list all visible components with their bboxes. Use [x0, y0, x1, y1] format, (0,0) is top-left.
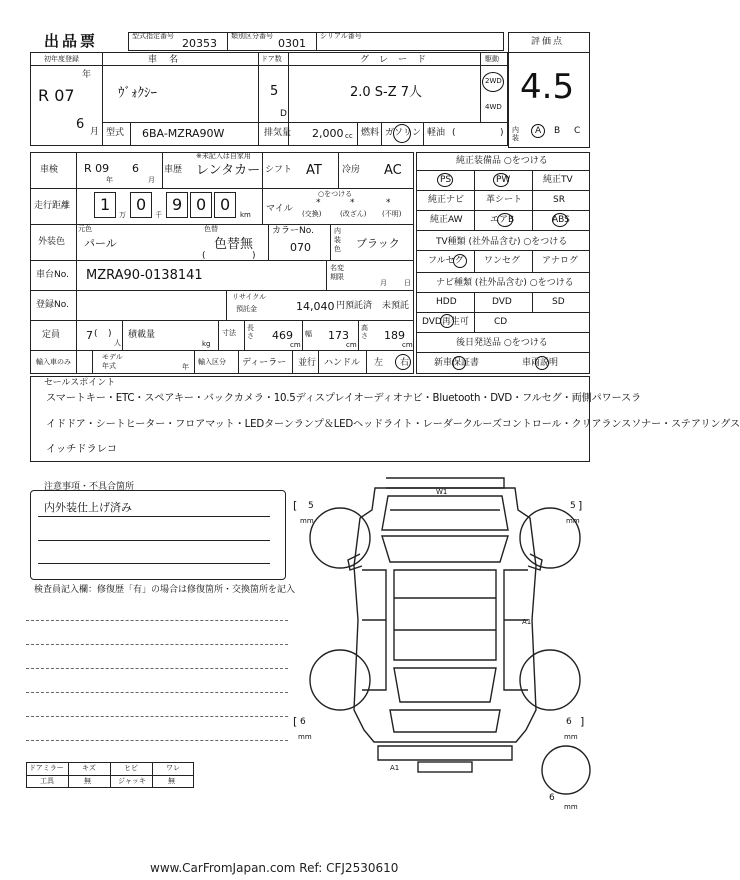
- color-no: 070: [290, 241, 311, 254]
- grade: 2.0 S-Z 7人: [350, 85, 423, 100]
- notes-title: 注意事項・不具合箇所: [44, 482, 135, 492]
- ac: AC: [384, 163, 402, 178]
- car-name-label: 車名: [148, 55, 191, 65]
- type-no: 20353: [182, 37, 217, 50]
- wheel-rear-right: [520, 650, 580, 710]
- ac-label: 冷房: [342, 165, 361, 175]
- form-title: 出品票: [44, 32, 99, 50]
- reg-year: R 07: [38, 86, 75, 105]
- class-no: 0301: [278, 37, 306, 50]
- reg-no-label: 登録No.: [36, 300, 69, 310]
- notes-line-1: 内外装仕上げ済み: [44, 501, 132, 514]
- drive-4wd: 4WD: [485, 103, 502, 111]
- doors: 5: [270, 84, 279, 99]
- model: 6BA-MZRA90W: [142, 127, 225, 140]
- equip-airbag: エアB: [490, 215, 515, 225]
- selling-point-line-3: イッチドラレコ: [46, 444, 118, 455]
- int-color: ブラック: [356, 237, 400, 250]
- inspection-year: R 09: [84, 162, 110, 175]
- equip-pw: PW: [496, 175, 511, 185]
- length: 469: [272, 329, 293, 342]
- handle-right: 右: [400, 358, 410, 368]
- navi-dvd-play: DVD再生可: [422, 317, 469, 327]
- reg-month: 6: [76, 117, 85, 132]
- later-warranty: 新車保証書: [434, 358, 480, 368]
- later-manual: 車両説明: [522, 358, 559, 368]
- mileage-digit-1: 1: [100, 195, 111, 214]
- equip-ps: PS: [440, 175, 452, 185]
- mileage-digit-3: 9: [172, 195, 183, 214]
- recycle-amount: 14,040: [296, 300, 335, 313]
- equip-abs: ABS: [552, 215, 570, 225]
- usage: レンタカー: [196, 163, 261, 178]
- selling-point-line-2: イドドア・シートヒーター・フロアマット・LEDターンランプ＆LEDヘッドライト・レーダークルーズコントロール・クリアランスソナー・ステアリングス: [46, 419, 740, 430]
- drive-label: 駆動: [485, 55, 499, 63]
- width: 173: [328, 329, 349, 342]
- tire-rr: 6: [566, 717, 572, 727]
- displacement-label: 排気量: [264, 128, 292, 138]
- interior-a: A: [535, 126, 542, 136]
- tire-fr: 5: [570, 501, 576, 511]
- grade-label: グレード: [360, 55, 437, 65]
- tire-fl: 5: [308, 501, 314, 511]
- score-label: 評価点: [531, 37, 565, 47]
- tv-fullseg: フルセグ: [428, 256, 464, 266]
- interior-label: 内装: [512, 126, 519, 142]
- selling-point-line-1: スマートキー・ETC・スペアキー・バックカメラ・10.5ディスプレイオーディオナビ・Bluetooth・DVD・フルセグ・両側パワースラ: [46, 393, 641, 404]
- model-label: 型式: [106, 128, 125, 138]
- import-label: 輸入車のみ: [36, 358, 71, 366]
- original-color: パール: [84, 237, 117, 250]
- inspection-month: 6: [132, 162, 139, 175]
- oil-label: 軽油: [427, 128, 446, 138]
- inspector-label: 検査員記入欄：修復歴「有」の場合は修復箇所・交換箇所を記入: [34, 585, 296, 595]
- mileage-label: 走行距離: [34, 201, 71, 211]
- displacement: 2,000: [312, 127, 344, 140]
- watermark: www.CarFromJapan.com Ref: CFJ2530610: [150, 861, 399, 875]
- fuel: ガソリン: [385, 128, 422, 138]
- car-name: ｳﾞｫｸｼｰ: [118, 86, 157, 101]
- fuel-label: 燃料: [361, 128, 380, 138]
- type-no-label: 型式指定番号: [132, 32, 174, 40]
- usage-label: 車歴: [164, 165, 183, 175]
- selling-points-label: セールスポイント: [44, 378, 116, 388]
- inspection-label: 車検: [40, 165, 59, 175]
- ext-color-label: 外装色: [38, 237, 66, 247]
- doors-label: ドア数: [261, 55, 282, 63]
- height: 189: [384, 329, 405, 342]
- mileage-digit-5: 0: [220, 195, 231, 214]
- handle-right-circle: [395, 354, 411, 370]
- class-no-label: 類別区分番号: [231, 32, 273, 40]
- shift-label: シフト: [265, 165, 293, 175]
- tire-rl: 6: [300, 717, 306, 727]
- fuel-circle: [393, 124, 411, 143]
- chassis-label: 車台No.: [36, 270, 69, 280]
- capacity: 7: [86, 329, 93, 342]
- capacity-label: 定員: [42, 330, 61, 340]
- mileage-digit-2: 0: [136, 195, 147, 214]
- mark-rear: A1: [390, 764, 400, 772]
- shift: AT: [306, 163, 322, 178]
- wheel-rear-left: [310, 650, 370, 710]
- mark-side: A1: [522, 618, 532, 626]
- first-reg-label: 初年度登録: [44, 55, 79, 63]
- spare-wheel: [542, 746, 590, 794]
- color-change: 色替無: [214, 237, 254, 252]
- drive-2wd: 2WD: [485, 77, 502, 85]
- chassis: MZRA90-0138141: [86, 268, 203, 283]
- mileage-digit-4: 0: [196, 195, 207, 214]
- score-value: 4.5: [520, 67, 575, 107]
- mark-front: W1: [436, 488, 448, 496]
- car-diagram: [290, 470, 600, 810]
- serial-label: シリアル番号: [320, 32, 362, 40]
- spare-size: 6: [549, 793, 555, 803]
